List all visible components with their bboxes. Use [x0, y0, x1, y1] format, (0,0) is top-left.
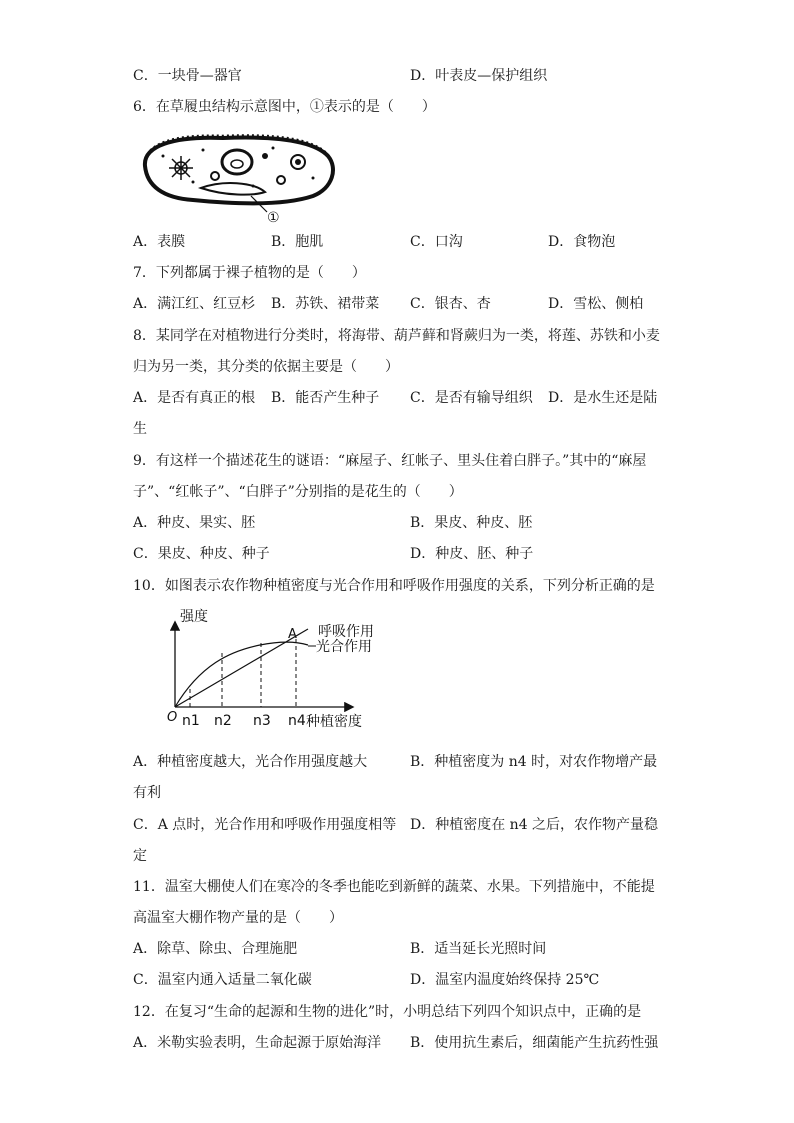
- q9-option-c: C．果皮、种皮、种子: [133, 546, 270, 562]
- q11-stem-line2: 高温室大棚作物产量的是（ ）: [133, 910, 343, 926]
- q8-option-d-continued: 生: [133, 421, 147, 437]
- q7-option-c: C．银杏、杏: [410, 296, 491, 312]
- x-tick-n4: n4: [288, 713, 306, 729]
- q8-stem-line2: 归为另一类，其分类的依据主要是（ ）: [133, 359, 399, 375]
- q11-stem-line1: 11．温室大棚使人们在寒冷的冬季也能吃到新鲜的蔬菜、水果。下列措施中，不能提: [133, 879, 655, 895]
- q7-option-b: B．苏铁、裙带菜: [271, 296, 380, 312]
- point-a-label: A: [288, 627, 297, 642]
- q11-option-d: D．温室内温度始终保持 25℃: [410, 972, 600, 988]
- q11-option-c: C．温室内通入适量二氧化碳: [133, 972, 312, 988]
- density-intensity-chart: [160, 603, 390, 733]
- q8-option-a: A．是否有真正的根: [133, 390, 256, 406]
- q10-option-c: C．A 点时，光合作用和呼吸作用强度相等: [133, 817, 397, 833]
- q9-option-d: D．种皮、胚、种子: [410, 546, 534, 562]
- q10-option-d-continued: 定: [133, 848, 147, 864]
- q12-option-a: A．米勒实验表明，生命起源于原始海洋: [133, 1035, 382, 1051]
- q9-option-b: B．果皮、种皮、胚: [410, 515, 533, 531]
- q10-option-d: D．种植密度在 n4 之后，农作物产量稳: [410, 817, 659, 833]
- q8-option-c: C．是否有输导组织: [410, 390, 533, 406]
- q6-option-c: C．口沟: [410, 234, 463, 250]
- q6-option-d: D．食物泡: [548, 234, 616, 250]
- q12-option-b: B．使用抗生素后，细菌能产生抗药性强: [410, 1035, 659, 1051]
- origin-label: O: [167, 710, 178, 725]
- q6-option-a: A．表膜: [133, 234, 186, 250]
- q10-option-a: A．种植密度越大，光合作用强度越大: [133, 754, 368, 770]
- q9-stem-line1: 9．有这样一个描述花生的谜语：“麻屋子、红帐子、里头住着白胖子。”其中的“麻屋: [133, 453, 647, 469]
- q6-stem: 6．在草履虫结构示意图中，①表示的是（ ）: [133, 99, 436, 115]
- series-line-photosynthesis: [175, 642, 308, 707]
- q7-option-d: D．雪松、侧柏: [548, 296, 644, 312]
- q10-stem: 10．如图表示农作物种植密度与光合作用和呼吸作用强度的关系，下列分析正确的是: [133, 578, 655, 594]
- y-axis-label: 强度: [180, 609, 208, 625]
- series-label-photosynthesis: 光合作用: [316, 639, 372, 655]
- paramecium-diagram: [133, 126, 343, 226]
- q9-stem-line2: 子”、“红帐子”、“白胖子”分别指的是花生的（ ）: [133, 484, 463, 500]
- q6-option-b: B．胞肌: [271, 234, 324, 250]
- q9-option-a: A．种皮、果实、胚: [133, 515, 256, 531]
- x-tick-n1: n1: [182, 713, 200, 729]
- q10-option-b: B．种植密度为 n4 时，对农作物增产最: [410, 754, 658, 770]
- q5-option-d: D．叶表皮—保护组织: [410, 68, 548, 84]
- q11-option-a: A．除草、除虫、合理施肥: [133, 941, 298, 957]
- q8-stem-line1: 8．某同学在对植物进行分类时，将海带、葫芦藓和肾蕨归为一类，将莲、苏铁和小麦: [133, 328, 660, 344]
- q12-stem: 12．在复习“生命的起源和生物的进化”时，小明总结下列四个知识点中，正确的是: [133, 1004, 642, 1020]
- q10-option-b-continued: 有利: [133, 785, 161, 801]
- x-axis-label: 种植密度: [306, 714, 362, 730]
- q8-option-d: D．是水生还是陆: [548, 390, 658, 406]
- q5-option-c: C．一块骨—器官: [133, 68, 242, 84]
- q7-option-a: A．满江红、红豆杉: [133, 296, 256, 312]
- x-tick-n2: n2: [214, 713, 232, 729]
- q6-diagram-label: ①: [267, 210, 280, 226]
- q11-option-b: B．适当延长光照时间: [410, 941, 547, 957]
- q8-option-b: B．能否产生种子: [271, 390, 380, 406]
- x-tick-n3: n3: [253, 713, 271, 729]
- series-label-respiration: 呼吸作用: [318, 624, 374, 640]
- q7-stem: 7．下列都属于裸子植物的是（ ）: [133, 265, 366, 281]
